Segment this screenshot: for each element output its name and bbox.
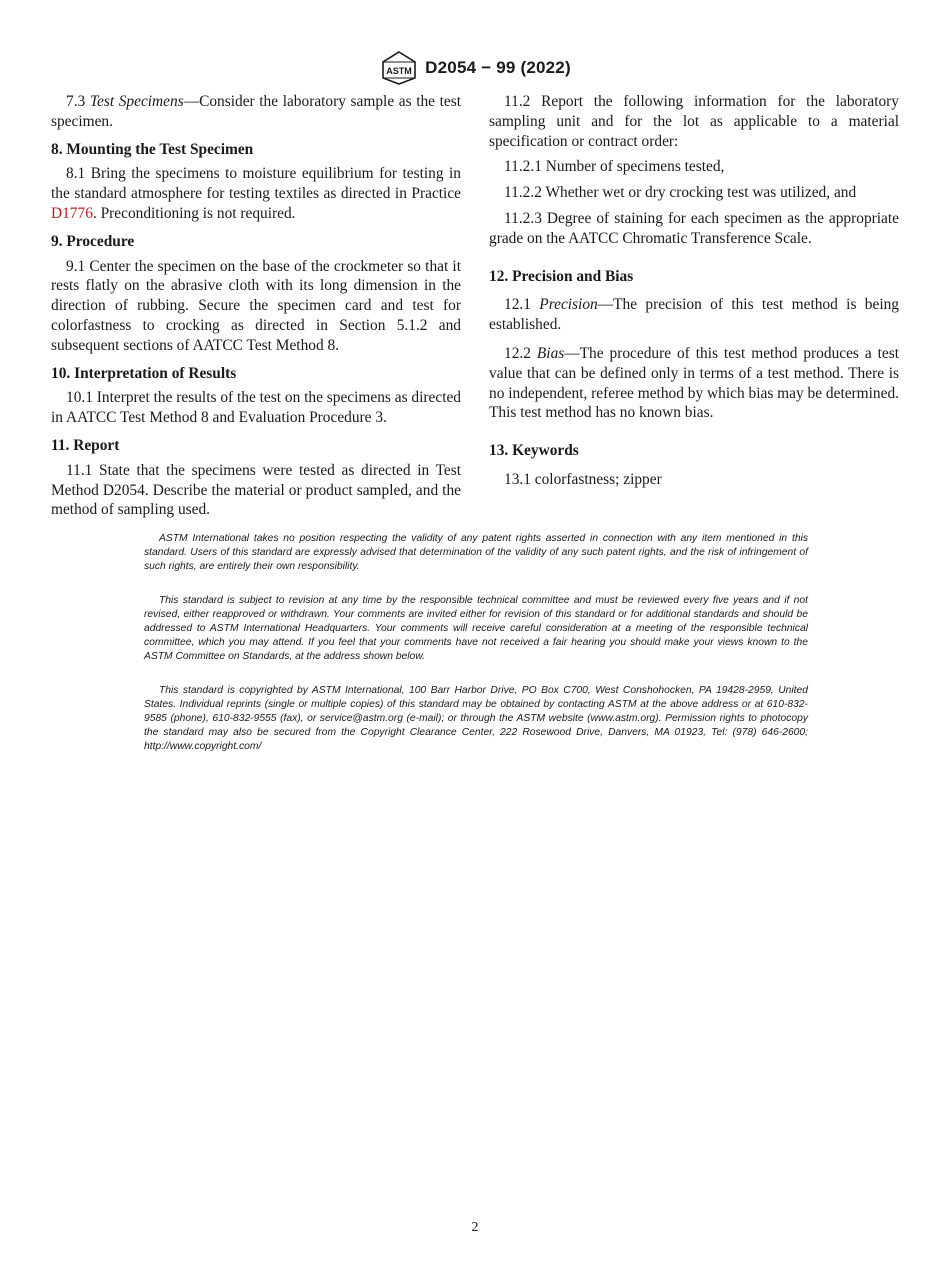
section-8-1: 8.1 Bring the specimens to moisture equilibrium for testing in the standard atmosphere for testing textiles as directed in Practice D1776. Preconditioning is not required.	[51, 165, 461, 222]
section-12-2: 12.2 Bias—The procedure of this test method produces a test value that can be defined only in terms of a test method. There is no independent, referee method by which bias may be determined. This test method has no known bias.	[489, 344, 899, 422]
logo-lettering: ASTM	[386, 66, 412, 76]
section-11-2-2: 11.2.2 Whether wet or dry crocking test was utilized, and	[504, 184, 857, 202]
left-column	[51, 92, 461, 526]
heading-section-9: 9. Procedure	[51, 232, 135, 250]
section-11-2-3: 11.2.3 Degree of staining for each specimen as the appropriate grade on the AATCC Chromatic Transference Scale.	[489, 209, 899, 247]
section-9-1: 9.1 Center the specimen on the base of the crockmeter so that it rests flatly on the abrasive cloth with its long dimension in the direction of rubbing. Secure the specimen card and test for colorfastness to crocking as directed in Section 5.1.2 and subsequent sections of AATCC Test Method 8.	[51, 257, 461, 354]
revision-notice: This standard is subject to revision at any time by the responsible technical committee and must be reviewed every five years and if not revised, either reapproved or withdrawn. Your comments are invited either for revision of this standard or for additional standards and should be addressed to ASTM International Headquarters. Your comments will receive careful consideration at a meeting of the responsible technical committee, which you may attend. If you feel that your comments have not received a fair hearing you should make your views known to the ASTM Committee on Standards, at the address shown below.	[144, 595, 808, 662]
section-11-2: 11.2 Report the following information for the laboratory sampling unit and for the lot as applicable to a material specification or contract order:	[489, 93, 899, 150]
section-11-1: 11.1 State that the specimens were tested as directed in Test Method D2054. Describe the material or product sampled, and the method of sampling used.	[51, 461, 461, 519]
page-header	[0, 50, 950, 86]
heading-section-10: 10. Interpretation of Results	[51, 364, 237, 382]
section-13-1: 13.1 colorfastness; zipper	[504, 470, 662, 488]
page-number: 2	[471, 1220, 479, 1235]
heading-section-8: 8. Mounting the Test Specimen	[51, 140, 254, 158]
section-7-3: 7.3 Test Specimens—Consider the laboratory sample as the test specimen.	[51, 93, 461, 130]
practice-d1776-link[interactable]: D1776	[51, 204, 93, 222]
patent-notice: ASTM International takes no position respecting the validity of any patent rights asserted in connection with any item mentioned in this standard. Users of this standard are expressly advised that determination of the validity of any such patent rights, and the risk of infringement of such rights, are entirely their own responsibility.	[144, 533, 808, 572]
section-11-2-1: 11.2.1 Number of specimens tested,	[504, 158, 725, 176]
heading-section-11: 11. Report	[51, 436, 120, 454]
heading-section-12: 12. Precision and Bias	[489, 267, 634, 285]
standard-designation: D2054 − 99 (2022)	[425, 58, 571, 77]
heading-section-13: 13. Keywords	[489, 442, 579, 460]
section-12-1: 12.1 Precision—The precision of this test method is being established.	[489, 296, 899, 334]
astm-logo-icon	[379, 50, 419, 86]
right-column	[489, 92, 899, 496]
legal-notice	[144, 532, 808, 774]
section-10-1: 10.1 Interpret the results of the test on the specimens as directed in AATCC Test Method 8 and Evaluation Procedure 3.	[51, 389, 461, 427]
copyright-notice: This standard is copyrighted by ASTM International, 100 Barr Harbor Drive, PO Box C700, West Conshohocken, PA 19428-2959, United States. Individual reprints (single or multiple copies) of this standard may be obtained by contacting ASTM at the above address or at 610-832-9585 (phone), 610-832-9555 (fax), or service@astm.org (e-mail); or through the ASTM website (www.astm.org). Permission rights to photocopy the standard may also be secured from the Copyright Clearance Center, 222 Rosewood Drive, Danvers, MA 01923, Tel: (978) 646-2600; http://www.copyright.com/	[144, 685, 808, 752]
